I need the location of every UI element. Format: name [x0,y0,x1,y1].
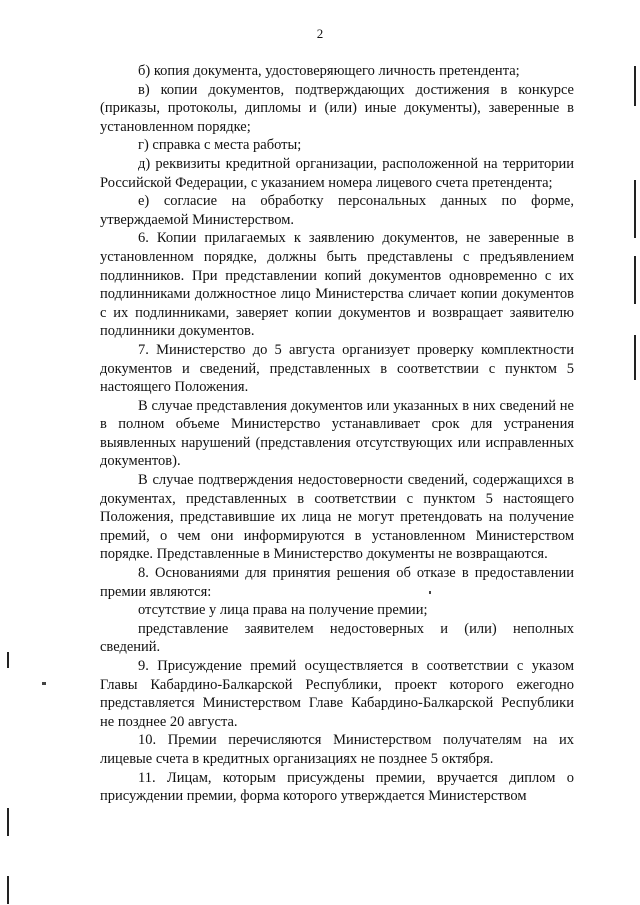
paragraph-e: е) согласие на обработку персональных данных по форме, утверждаемой Министерством. [100,193,574,228]
paragraph-7: 7. Министерство до 5 августа организует проверку комплектности документов и сведений, представленных в соответствии с пунктом 5 настоящего Положения. [100,341,574,396]
right-margin-line [634,335,636,380]
paragraph-v: в) копии документов, подтверждающих достижения в конкурсе (приказы, протоколы, дипломы и (или) иные документы), заверенные в установленном порядке; [100,81,574,135]
paragraph-11: 11. Лицам, которым присуждены премии, вручается диплом о присуждении премии, форма которого утверждается Министерством [100,769,574,805]
scan-speck [42,682,46,685]
paragraph-9: 9. Присуждение премий осуществляется в соответствии с указом Главы Кабардино-Балкарской Республики, проект которого ежегодно представляется Министерством Главе Кабардино-Балкарской Республики не позднее 20 августа. [100,658,574,730]
paragraph-8: 8. Основаниями для принятия решения об отказе в предоставлении премии являются: [100,565,574,600]
scan-speck [429,591,431,594]
paragraph-d: д) реквизиты кредитной организации, расположенной на территории Российской Федерации, с указанием номера лицевого счета претендента; [100,155,574,191]
right-margin-line [634,256,636,304]
paragraph-b: б) копия документа, удостоверяющего личность претендента; [138,63,520,79]
paragraph-6: 6. Копии прилагаемых к заявлению документов, не заверенные в установленном порядке, должны быть представлены с предъявлением подлинников. При представлении копий документов одновременно с их подлинниками должностное лицо Министерства сличает копии документов с их подлинниками, заверяет копии документов и возвращает заявителю подлинники документов. [100,230,574,340]
paragraph-8-item-2: представление заявителем недостоверных и (или) неполных сведений. [100,620,574,656]
paragraph-8-item-1: отсутствие у лица права на получение премии; [138,602,428,619]
paragraph-7-incomplete: В случае представления документов или указанных в них сведений не в полном объеме Министерство устанавливает срок для устранения выявленных нарушений (представления отсутствующих или исправленных документов). [100,397,574,470]
document-body [100,62,574,806]
left-margin-line [7,876,9,904]
page-number: 2 [316,26,324,41]
paragraph-7-unreliable: В случае подтверждения недостоверности сведений, содержащихся в документах, представленных в соответствии с пунктом 5 настоящего Положения, представившие их лица не могут претендовать на получение премий, о чем они информируются в установленном Министерством порядке. Представленные в Министерство документы не возвращаются. [100,472,574,563]
left-margin-line [7,652,9,668]
right-margin-line [634,180,636,238]
left-margin-line [7,808,9,836]
right-margin-line [634,66,636,106]
paragraph-10: 10. Премии перечисляются Министерством получателям на их лицевые счета в кредитных организациях не позднее 5 октября. [100,732,574,767]
paragraph-g: г) справка с места работы; [138,137,302,154]
